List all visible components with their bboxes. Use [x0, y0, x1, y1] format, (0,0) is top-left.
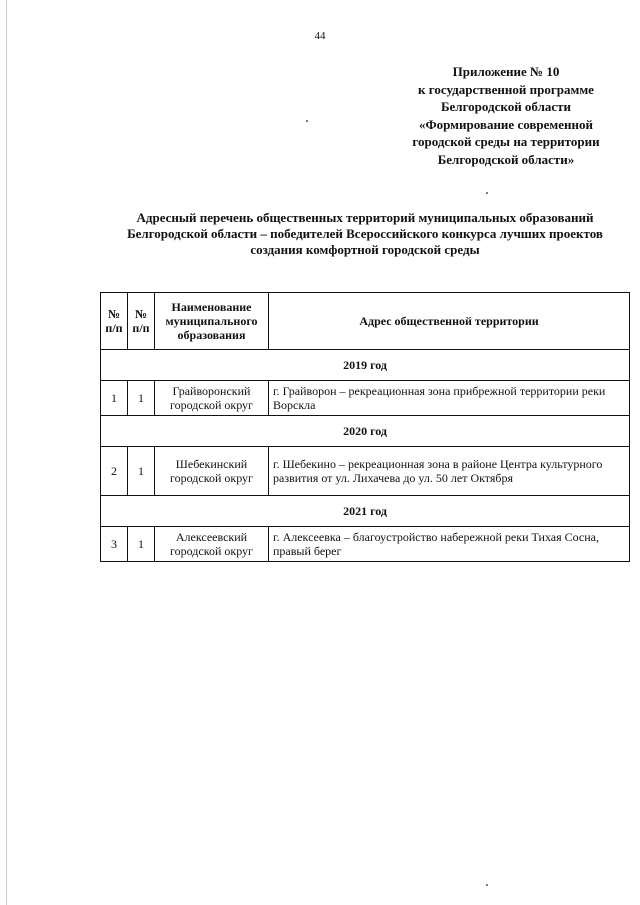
scan-speck: [306, 120, 308, 122]
header-num1: № п/п: [101, 293, 128, 350]
row-address: г. Шебекино – рекреационная зона в районе Центра культурного развития от ул. Лихачева до ул. 50 лет Октября: [269, 447, 630, 496]
title-line: создания комфортной городской среды: [250, 242, 480, 257]
row-address: г. Грайворон – рекреационная зона прибрежной территории реки Ворскла: [269, 381, 630, 416]
scan-speck: [486, 192, 488, 194]
row-address: г. Алексеевка – благоустройство набережной реки Тихая Сосна, правый берег: [269, 527, 630, 562]
year-row: [101, 416, 630, 447]
scan-speck: [486, 884, 488, 886]
appendix-line: городской среды на территории: [412, 134, 600, 149]
row-municipality: Шебекинский городской округ: [155, 447, 269, 496]
table-header-row: [101, 293, 630, 350]
scan-left-edge: [6, 0, 7, 905]
year-label: 2019 год: [101, 350, 630, 381]
row-num2: 1: [128, 447, 155, 496]
row-municipality: Алексеевский городской округ: [155, 527, 269, 562]
appendix-block: [400, 63, 612, 168]
title-line: Адресный перечень общественных территорий муниципальных образований: [136, 210, 594, 225]
year-row: [101, 496, 630, 527]
year-label: 2021 год: [101, 496, 630, 527]
header-municipality: Наименование муниципального образования: [155, 293, 269, 350]
row-num1: 2: [101, 447, 128, 496]
table-row: [101, 381, 630, 416]
appendix-line: Белгородской области: [440, 99, 572, 114]
territory-table: [100, 292, 630, 562]
year-label: 2020 год: [101, 416, 630, 447]
row-num1: 1: [101, 381, 128, 416]
year-row: [101, 350, 630, 381]
page-number: 44: [314, 30, 326, 42]
appendix-line: к государственной программе: [418, 81, 594, 97]
row-num2: 1: [128, 381, 155, 416]
title-line: Белгородской области – победителей Всероссийского конкурса лучших проектов: [127, 226, 603, 241]
appendix-line: Приложение № 10: [452, 64, 560, 79]
row-num1: 3: [101, 527, 128, 562]
row-municipality: Грайворонский городской округ: [155, 381, 269, 416]
row-num2: 1: [128, 527, 155, 562]
header-num2: № п/п: [128, 293, 155, 350]
appendix-line: Белгородской области»: [437, 151, 575, 167]
table-row: [101, 527, 630, 562]
document-title: [100, 210, 630, 258]
header-address: Адрес общественной территории: [269, 293, 630, 350]
table-row: [101, 447, 630, 496]
appendix-line: «Формирование современной: [418, 116, 594, 132]
